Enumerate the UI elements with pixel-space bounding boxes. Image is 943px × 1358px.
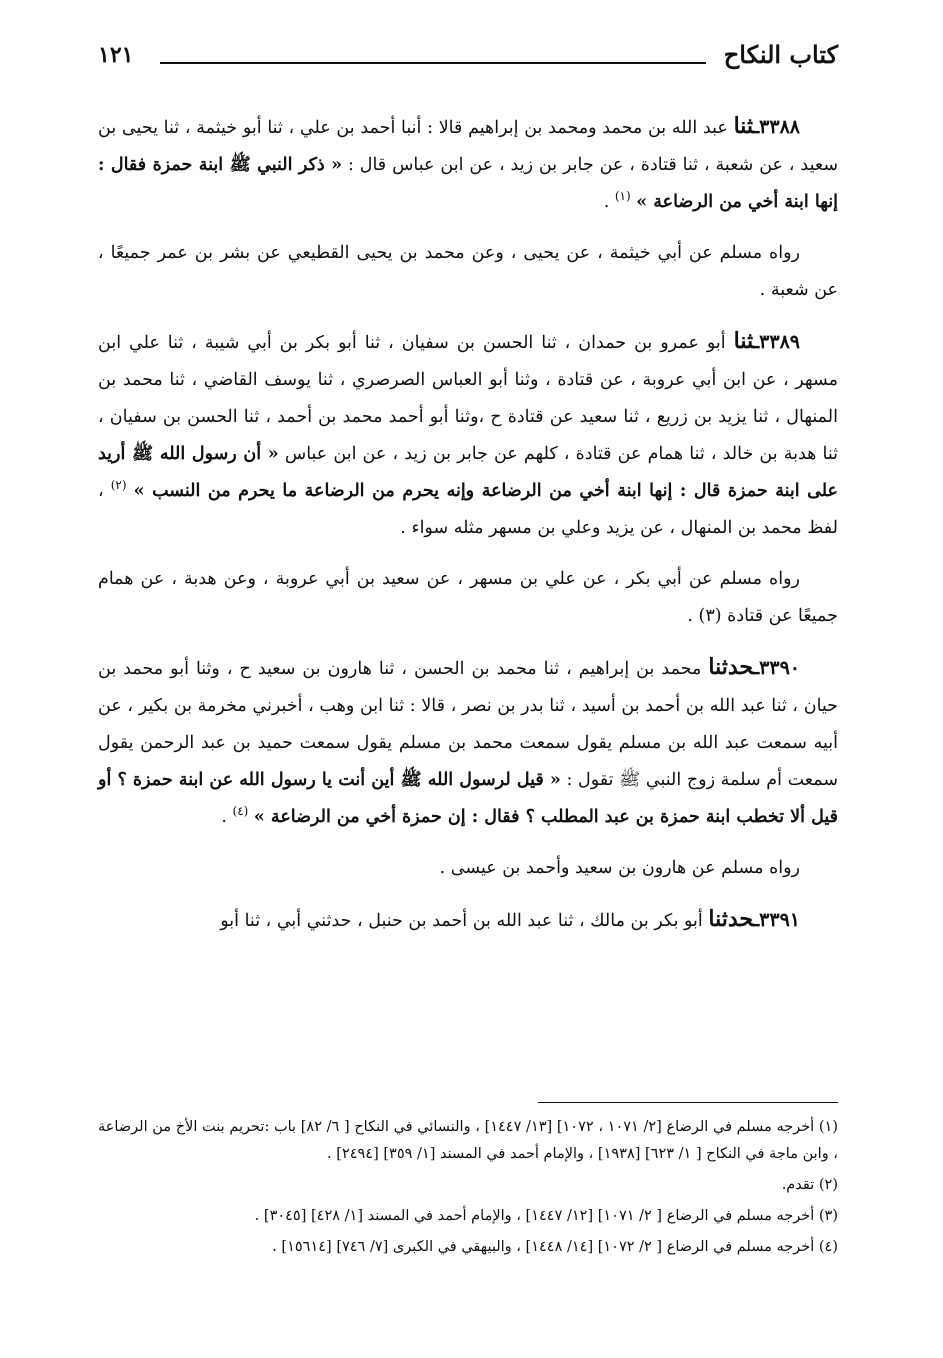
footnote-2: (٢) تقدم. [781,1177,838,1193]
footnote-list [98,1114,838,1265]
footnote-3: (٣) أخرجه مسلم في الرضاع [ ٢/ ١٠٧١] [١٢/ ١٤٤٧] ، والإمام أحمد في المسند [١/ ٤٢٨] [٣٠٤٥] . [254,1208,838,1224]
hadith-3389 [98,323,838,547]
narration-marker: ثنا [733,113,754,139]
matn: « أن رسول الله ﷺ أريد على ابنة حمزة قال : إنها ابنة أخي من الرضاعة وإنه يحرم من الرضاعة ما يحرم من النسب » [98,444,838,501]
footnote-1: (١) أخرجه مسلم في الرضاع [٢/ ١٠٧١ ، ١٠٧٢] [١٣/ ١٤٤٧] ، والنسائي في النكاح [ ٦/ ٨٢] باب :تحريم بنت الأخ من الرضاعة ، وابن ماجة في النكاح [ ١/ ٦٢٣] [١٩٣٨] ، والإمام أحمد في المسند [١/ ٣٥٩] [٢٤٩٤] . [98,1119,838,1162]
hadith-end: . [603,192,615,212]
narration-marker: حدثنا [708,906,754,932]
rawah-note: رواه مسلم عن أبي خيثمة ، عن يحيى ، وعن محمد بن يحيى القطيعي عن بشر بن عمر جميعًا ، عن شعبة . [98,243,838,300]
isnad: محمد بن إبراهيم ، ثنا محمد بن الحسن ، ثنا هارون بن سعيد ح ، وثنا أبو محمد بن حيان ، ثنا عبد الله بن أحمد بن أسيد ، ثنا بدر بن نصر ، قالا : ثنا ابن وهب ، أخبرني مخرمة بن بكير ، عن أبيه سمعت عبد الله بن مسلم يقول سمعت محمد بن مسلم يقول سمعت حميد بن عبد الرحمن يقول سمعت أم سلمة زوج النبي ﷺ تقول : [98,659,838,790]
chapter-title: كتاب النكاح [723,40,838,69]
footnote-ref: (٢) [110,478,127,493]
hadith-3390 [98,649,838,836]
hadith-3388 [98,108,838,221]
hadith-number: ٣٣٨٨ـ [753,116,800,138]
hadith-end: . [221,807,233,827]
narration-marker: حدثنا [708,654,754,680]
main-text [98,108,838,954]
hadith-3391 [98,901,838,940]
isnad: أبو عمرو بن حمدان ، ثنا الحسن بن سفيان ، ثنا أبو بكر بن أبي شيبة ، ثنا علي ابن مسهر ، عن ابن أبي عروبة ، عن قتادة ، وثنا أبو العباس الصرصري ، ثنا يوسف القاضي ، ثنا محمد بن المنهال ، ثنا يزيد بن زريع ، ثنا سعيد عن قتادة ح ،وثنا أبو أحمد محمد بن أحمد ، ثنا الحسن بن سفيان ، ثنا هدبة بن خالد ، ثنا همام عن قتادة ، كلهم عن جابر بن زيد ، عن ابن عباس [98,333,838,464]
hadith-end: ، لفظ محمد بن المنهال ، عن يزيد وعلي بن مسهر مثله سواء . [98,481,838,538]
rawah-note: رواه مسلم عن هارون بن سعيد وأحمد بن عيسى . [439,858,800,878]
matn: « قيل لرسول الله ﷺ أين أنت يا رسول الله عن ابنة حمزة ؟ أو قيل ألا تخطب ابنة حمزة بن عبد المطلب ؟ فقال : إن حمزة أخي من الرضاعة » [98,770,838,827]
isnad: عبد الله بن محمد ومحمد بن إبراهيم قالا : أنبا أحمد بن علي ، ثنا أبو خيثمة ، ثنا يحيى بن سعيد ، عن شعبة ، ثنا قتادة ، عن جابر بن زيد ، عن ابن عباس قال : [98,118,838,175]
page-number: ١٢١ [98,42,134,68]
matn: « ذكر النبي ﷺ ابنة حمزة فقال : إنها ابنة أخي من الرضاعة » [98,155,838,212]
hadith-number: ٣٣٩٠ـ [753,657,800,679]
footnote-4: (٤) أخرجه مسلم في الرضاع [ ٢/ ١٠٧٢] [١٤/ ١٤٤٨] ، والبيهقي في الكبرى [٧/ ٧٤٦] [١٥٦١٤] . [272,1239,838,1255]
footnote-ref: (١) [614,189,631,204]
isnad: أبو بكر بن مالك ، ثنا عبد الله بن أحمد بن حنبل ، حدثني أبي ، ثنا أبو [220,911,703,931]
narration-marker: ثنا [733,328,754,354]
footnote-ref: (٤) [232,804,249,819]
footnote-rule [538,1102,838,1103]
hadith-number: ٣٣٨٩ـ [753,331,800,353]
header-rule [160,62,706,64]
rawah-note: رواه مسلم عن أبي بكر ، عن علي بن مسهر ، عن سعيد بن أبي عروبة ، وعن هدبة ، عن همام جميعًا عن قتادة (٣) . [98,569,838,626]
running-header [98,38,838,78]
hadith-number: ٣٣٩١ـ [753,909,800,931]
